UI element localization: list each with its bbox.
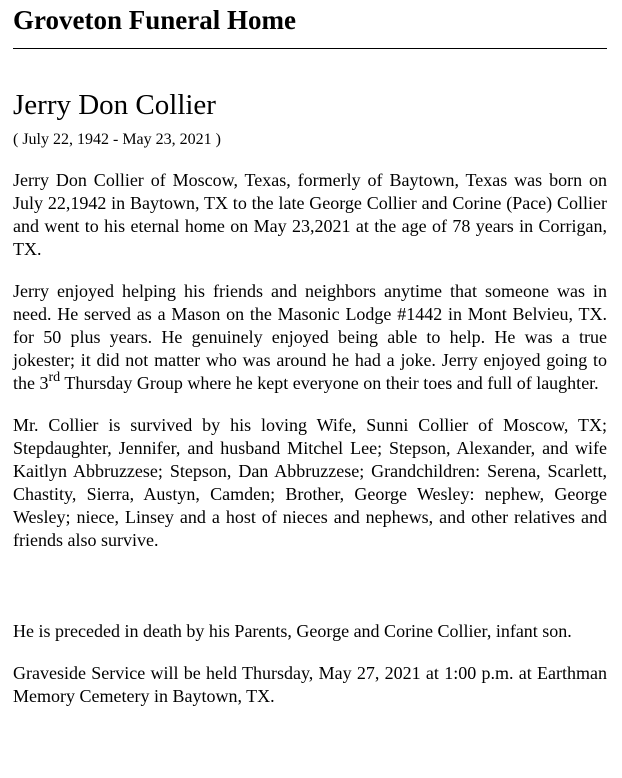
obituary-dates: ( July 22, 1942 - May 23, 2021 ) [13,131,221,148]
page-content [13,0,607,708]
obituary-life-paragraph [13,280,607,395]
obituary-survivors-paragraph: Mr. Collier is survived by his loving Wife, Sunni Collier of Moscow, TX; Stepdaughter, Jennifer, and husband Mitchel Lee; Stepson, Alexander, and wife Kaitlyn Abbruzzese; Stepson, Dan Abbruzzese; Grandchildren: Serena, Scarlett, Chastity, Sierra, Austyn, Camden; Brother, George Wesley: nephew, George Wesley; niece, Linsey and a host of nieces and nephews, and other relatives and friends also survive. [13,415,607,550]
life-text-end: Thursday Group where he kept everyone on their toes and full of laughter. [60,373,599,393]
obituary-birth-paragraph: Jerry Don Collier of Moscow, Texas, formerly of Baytown, Texas was born on July 22,1942 in Baytown, TX to the late George Collier and Corine (Pace) Collier and went to his eternal home on May 23,2021 at the age of 78 years in Corrigan, TX. [13,170,607,259]
ordinal-suffix: rd [48,370,61,385]
obituary-preceded-paragraph: He is preceded in death by his Parents, George and Corine Collier, infant son. [13,621,572,641]
obituary-service-paragraph: Graveside Service will be held Thursday, May 27, 2021 at 1:00 p.m. at Earthman Memory Cemetery in Baytown, TX. [13,663,607,706]
obituary-name: Jerry Don Collier [13,89,216,121]
site-title: Groveton Funeral Home [13,5,296,35]
header-divider [13,48,607,49]
life-text-start: Jerry enjoyed helping his friends and neighbors anytime that someone was in need. He served as a Mason on the Masonic Lodge #1442 in Mont Belvieu, TX. for 50 plus years. He genuinely enjoyed being able to help. He was a true jokester; it did not matter who was around he had a joke. Jerry enjoyed going to the 3 [13,281,607,393]
